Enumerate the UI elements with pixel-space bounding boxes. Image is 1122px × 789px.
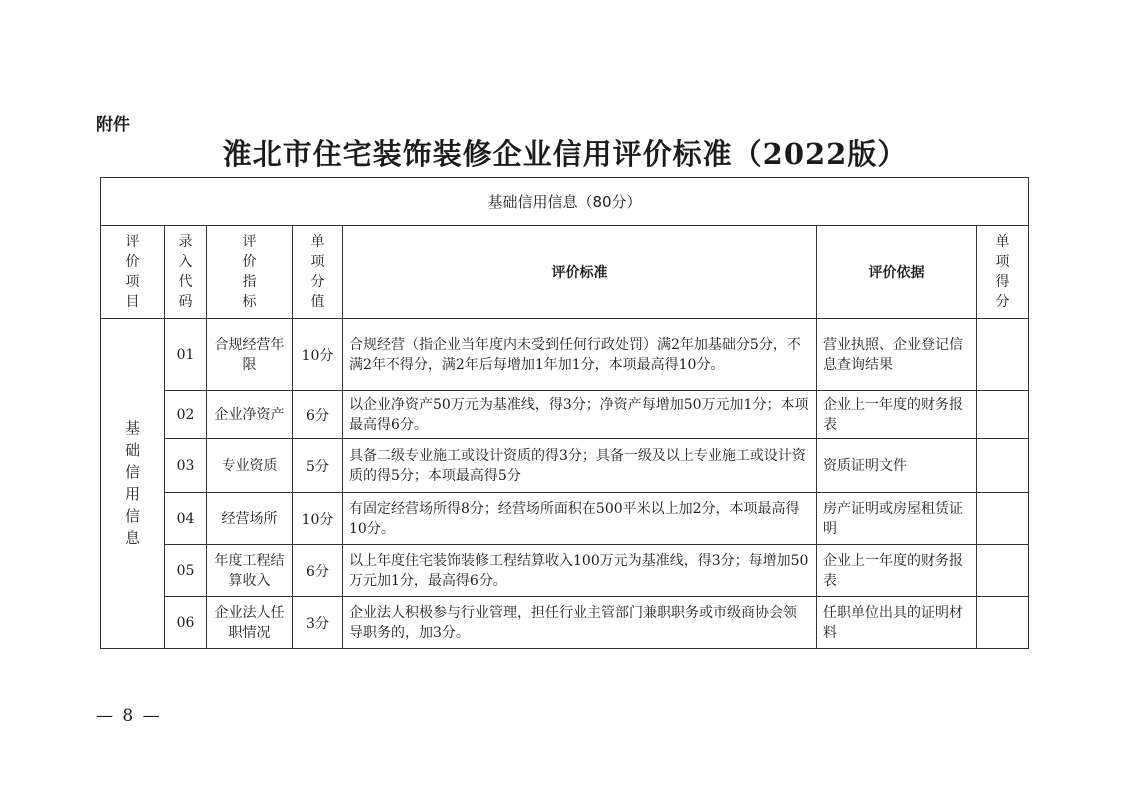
indicator-cell: 企业净资产	[207, 391, 293, 439]
column-header-basis: 评价依据	[817, 226, 977, 319]
code-cell: 02	[165, 391, 207, 439]
score-cell: 10分	[293, 493, 343, 545]
table-row	[101, 545, 1029, 597]
column-header-score: 单项分值	[293, 226, 343, 319]
column-header-row	[101, 226, 1029, 319]
table-row	[101, 493, 1029, 545]
earned-cell	[977, 439, 1029, 493]
earned-cell	[977, 391, 1029, 439]
criteria-cell: 合规经营（指企业当年度内未受到任何行政处罚）满2年加基础分5分，不满2年不得分，满2年后每增加1年加1分，本项最高得10分。	[343, 319, 817, 391]
column-header-code: 录入代码	[165, 226, 207, 319]
code-cell: 03	[165, 439, 207, 493]
basis-cell: 资质证明文件	[817, 439, 977, 493]
attachment-label: 附件	[96, 115, 130, 135]
code-cell: 04	[165, 493, 207, 545]
basis-cell: 营业执照、企业登记信息查询结果	[817, 319, 977, 391]
indicator-cell: 年度工程结算收入	[207, 545, 293, 597]
document-title: 淮北市住宅装饰装修企业信用评价标准（2022版）	[222, 137, 908, 171]
basis-cell: 任职单位出具的证明材料	[817, 597, 977, 649]
credit-evaluation-table	[100, 177, 1029, 649]
column-header-criteria: 评价标准	[343, 226, 817, 319]
column-header-indicator: 评价指标	[207, 226, 293, 319]
code-cell: 06	[165, 597, 207, 649]
score-cell: 6分	[293, 391, 343, 439]
earned-cell	[977, 545, 1029, 597]
basis-cell: 房产证明或房屋租赁证明	[817, 493, 977, 545]
score-cell: 6分	[293, 545, 343, 597]
page-number: — 8 —	[96, 706, 162, 726]
column-header-item: 评价项目	[101, 226, 165, 319]
table-row	[101, 391, 1029, 439]
criteria-cell: 有固定经营场所得8分；经营场所面积在500平米以上加2分，本项最高得10分。	[343, 493, 817, 545]
criteria-cell: 以上年度住宅装饰装修工程结算收入100万元为基准线，得3分；每增加50万元加1分，最高得6分。	[343, 545, 817, 597]
criteria-cell: 以企业净资产50万元为基准线，得3分；净资产每增加50万元加1分；本项最高得6分。	[343, 391, 817, 439]
criteria-cell: 具备二级专业施工或设计资质的得3分；具备一级及以上专业施工或设计资质的得5分；本项最高得5分	[343, 439, 817, 493]
indicator-cell: 企业法人任职情况	[207, 597, 293, 649]
basis-cell: 企业上一年度的财务报表	[817, 391, 977, 439]
indicator-cell: 专业资质	[207, 439, 293, 493]
code-cell: 01	[165, 319, 207, 391]
basis-cell: 企业上一年度的财务报表	[817, 545, 977, 597]
earned-cell	[977, 319, 1029, 391]
section-header: 基础信用信息（80分）	[101, 178, 1029, 226]
table-row	[101, 439, 1029, 493]
earned-cell	[977, 493, 1029, 545]
earned-cell	[977, 597, 1029, 649]
score-cell: 3分	[293, 597, 343, 649]
code-cell: 05	[165, 545, 207, 597]
score-cell: 5分	[293, 439, 343, 493]
score-cell: 10分	[293, 319, 343, 391]
table-row	[101, 319, 1029, 391]
table-row	[101, 597, 1029, 649]
category-cell: 基础信用信息	[101, 319, 165, 649]
column-header-earned: 单项得分	[977, 226, 1029, 319]
indicator-cell: 合规经营年限	[207, 319, 293, 391]
criteria-cell: 企业法人积极参与行业管理，担任行业主管部门兼职职务或市级商协会领导职务的，加3分。	[343, 597, 817, 649]
indicator-cell: 经营场所	[207, 493, 293, 545]
